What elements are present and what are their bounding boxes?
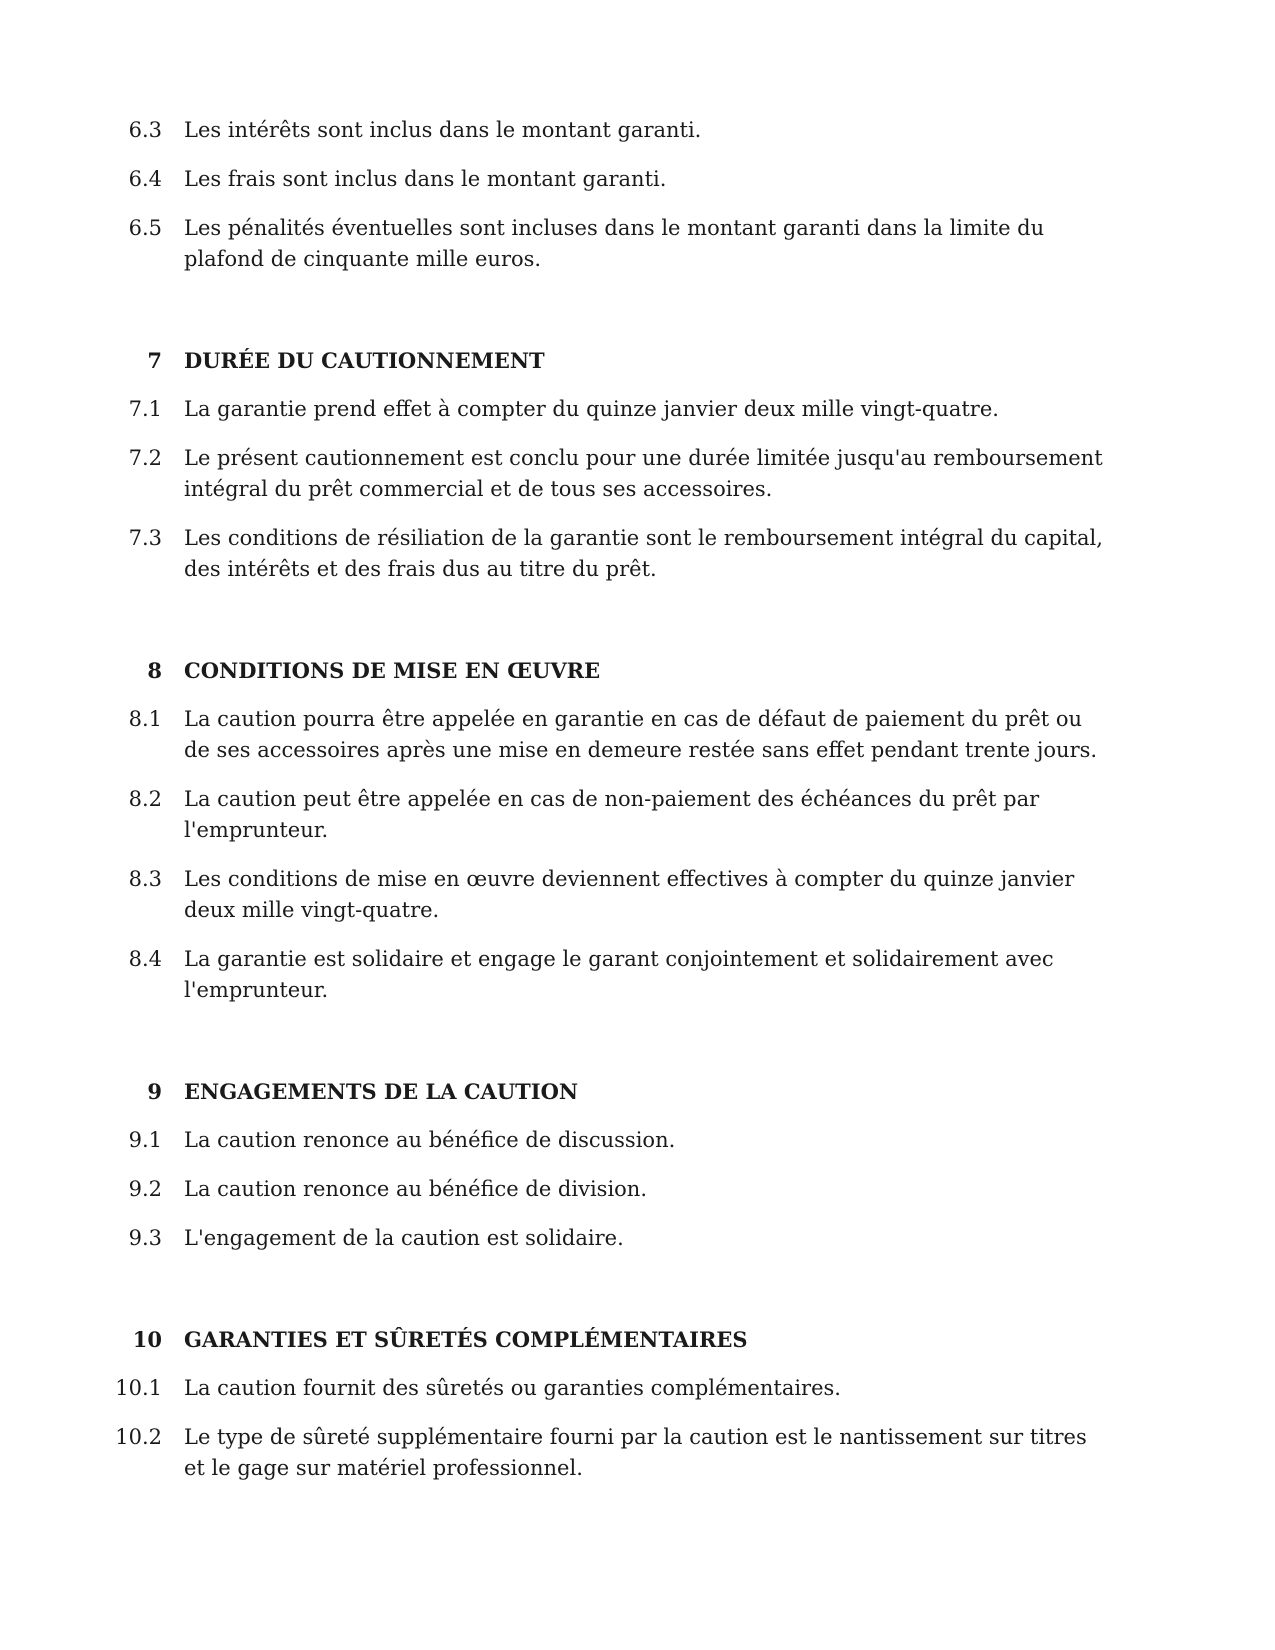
section-number: 7 [147, 348, 162, 373]
clause-number: 8.2 [128, 787, 162, 811]
clause-text: Les conditions de résiliation de la garantie sont le remboursement intégral du capital, des intérêts et des frais dus au titre du prêt. [184, 526, 1103, 581]
clause-text: Les frais sont inclus dans le montant garanti. [184, 167, 667, 191]
clause-number: 6.5 [128, 216, 162, 240]
clause-8-2 [0, 784, 1275, 846]
clause-8-4 [0, 944, 1275, 1006]
clause-number: 10.2 [115, 1425, 162, 1449]
clause-text: Les intérêts sont inclus dans le montant garanti. [184, 118, 702, 142]
clause-7-1 [0, 394, 1275, 425]
section-title: GARANTIES ET SÛRETÉS COMPLÉMENTAIRES [184, 1327, 748, 1352]
clause-9-2 [0, 1174, 1275, 1205]
clause-8-3 [0, 864, 1275, 926]
clause-6-5 [0, 213, 1275, 275]
clause-text: La garantie prend effet à compter du quinze janvier deux mille vingt-quatre. [184, 397, 999, 421]
section-number: 10 [132, 1327, 162, 1352]
clause-number: 7.3 [128, 526, 162, 550]
clause-text: La caution peut être appelée en cas de non-paiement des échéances du prêt par l'emprunteur. [184, 787, 1040, 842]
clause-number: 9.3 [128, 1226, 162, 1250]
clause-text: La caution fournit des sûretés ou garanties complémentaires. [184, 1376, 841, 1400]
clause-text: La caution pourra être appelée en garantie en cas de défaut de paiement du prêt ou de ses accessoires après une mise en demeure restée sans effet pendant trente jours. [184, 707, 1098, 762]
section-title: CONDITIONS DE MISE EN ŒUVRE [184, 658, 601, 683]
section-number: 8 [147, 658, 162, 683]
clause-number: 8.3 [128, 867, 162, 891]
clause-7-2 [0, 443, 1275, 505]
clause-text: Les pénalités éventuelles sont incluses dans le montant garanti dans la limite du plafond de cinquante mille euros. [184, 216, 1045, 271]
clause-10-2 [0, 1422, 1275, 1484]
clause-text: La caution renonce au bénéfice de discussion. [184, 1128, 676, 1152]
clause-number: 8.4 [128, 947, 162, 971]
section-heading-10 [0, 1324, 1275, 1355]
clause-8-1 [0, 704, 1275, 766]
clause-number: 9.2 [128, 1177, 162, 1201]
section-title: ENGAGEMENTS DE LA CAUTION [184, 1079, 579, 1104]
clause-number: 9.1 [128, 1128, 162, 1152]
clause-text: Le présent cautionnement est conclu pour une durée limitée jusqu'au remboursement intégral du prêt commercial et de tous ses accessoires. [184, 446, 1103, 501]
clause-6-3 [0, 115, 1275, 146]
clause-number: 8.1 [128, 707, 162, 731]
section-heading-8 [0, 655, 1275, 686]
section-number: 9 [147, 1079, 162, 1104]
section-title: DURÉE DU CAUTIONNEMENT [184, 348, 545, 373]
clause-text: L'engagement de la caution est solidaire. [184, 1226, 624, 1250]
clause-9-1 [0, 1125, 1275, 1156]
clause-text: Les conditions de mise en œuvre deviennent effectives à compter du quinze janvier deux mille vingt-quatre. [184, 867, 1075, 922]
clause-number: 6.4 [128, 167, 162, 191]
clause-6-4 [0, 164, 1275, 195]
clause-10-1 [0, 1373, 1275, 1404]
section-heading-7 [0, 345, 1275, 376]
clause-7-3 [0, 523, 1275, 585]
section-heading-9 [0, 1076, 1275, 1107]
clause-9-3 [0, 1223, 1275, 1254]
clause-number: 10.1 [115, 1376, 162, 1400]
clause-text: Le type de sûreté supplémentaire fourni par la caution est le nantissement sur titres et le gage sur matériel professionnel. [184, 1425, 1087, 1480]
clause-number: 7.1 [128, 397, 162, 421]
clause-number: 7.2 [128, 446, 162, 470]
clause-number: 6.3 [128, 118, 162, 142]
clause-text: La caution renonce au bénéfice de division. [184, 1177, 648, 1201]
clause-text: La garantie est solidaire et engage le garant conjointement et solidairement avec l'emprunteur. [184, 947, 1054, 1002]
